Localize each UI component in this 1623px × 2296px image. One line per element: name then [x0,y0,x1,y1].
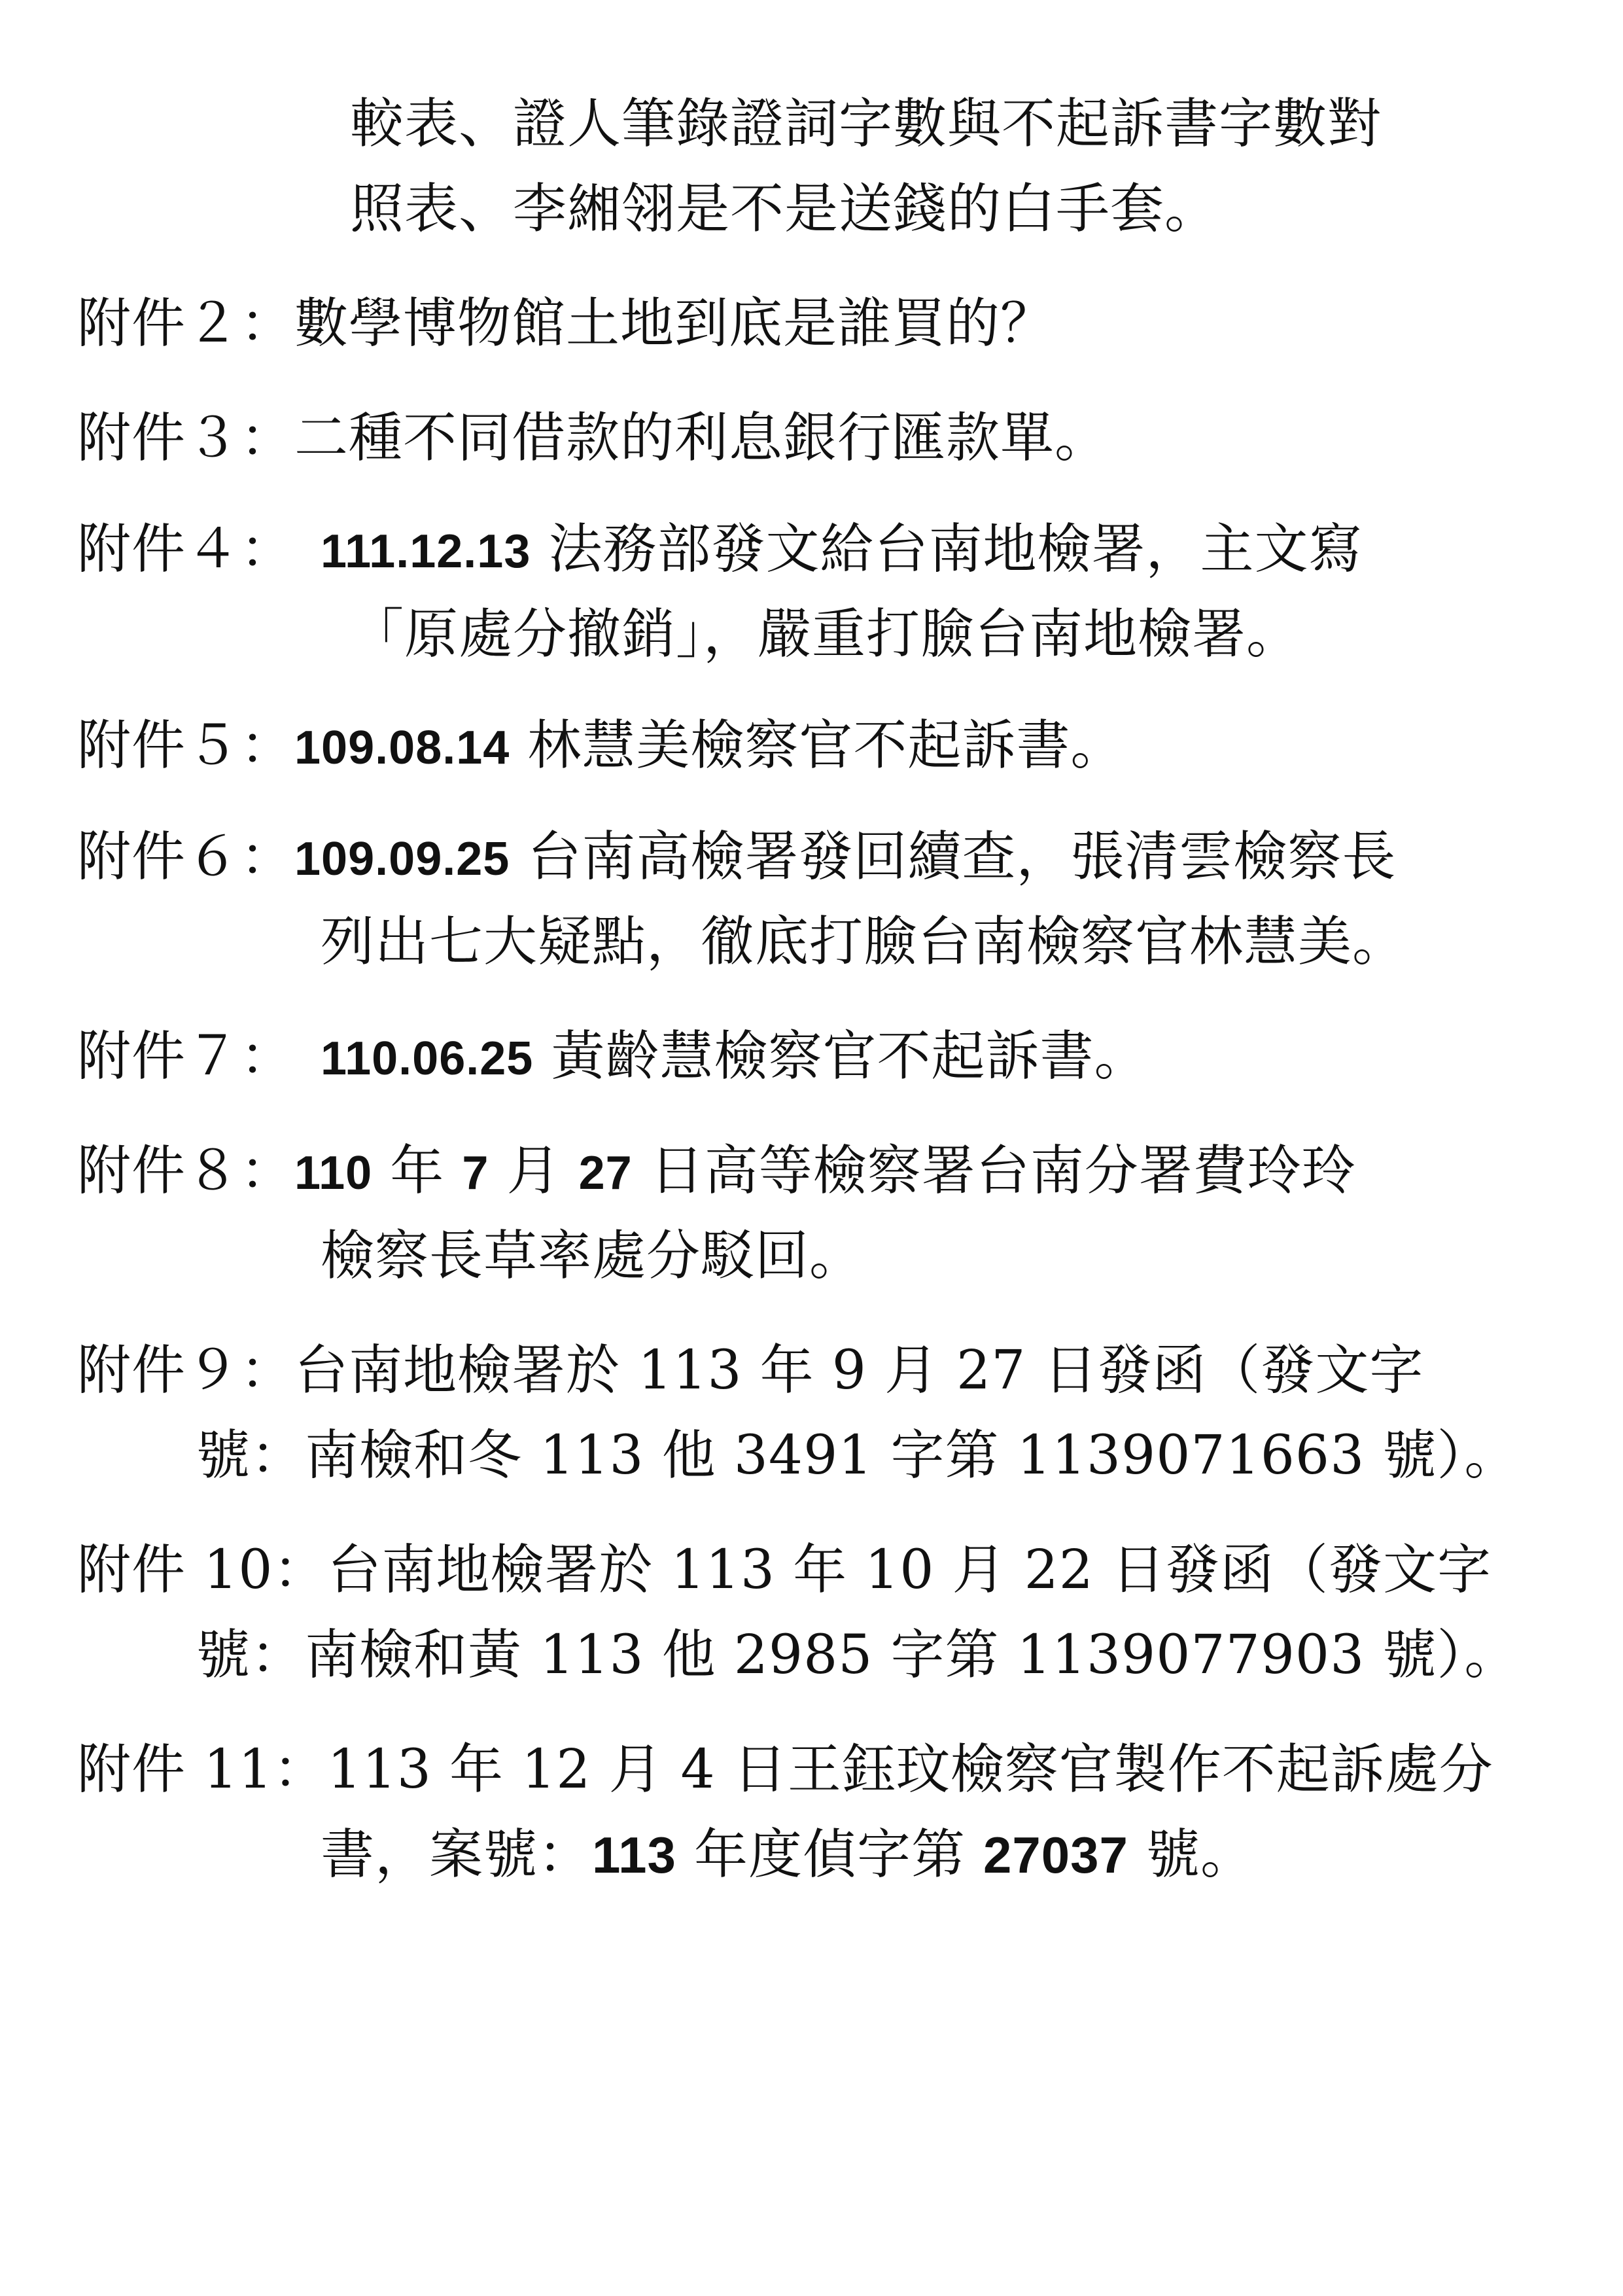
attachment-text: 台南地檢署於 113 年 9 月 27 日發函（發文字 [294,1339,1424,1402]
attachment-9-line-2 [196,1423,1518,1489]
attachment-sublabel: 號： [196,1624,305,1686]
attachment-sublabel: 號： [196,1424,305,1487]
intro-text-2: 照表、李緗翎是不是送錢的白手套。 [350,178,1219,240]
attachment-text-cont: 列出七大疑點，徹底打臉台南檢察官林慧美。 [321,911,1407,973]
attachment-year: 110 [294,1147,373,1199]
attachment-text: 台南地檢署於 113 年 10 月 22 日發函（發文字 [327,1539,1492,1601]
attachment-year-unit: 年 [390,1140,445,1202]
attachment-label: 附件８： [77,1140,295,1202]
attachment-text-cont: 檢察長草率處分駁回。 [321,1225,864,1287]
attachment-3 [77,406,1109,471]
case-year: 113 [592,1826,676,1884]
attachment-2 [77,291,1055,357]
attachment-4-line-2 [350,602,1300,667]
attachment-10 [77,1538,1492,1603]
attachment-6-line-2 [321,910,1406,975]
attachment-text: 數學博物館土地到底是誰買的？ [294,292,1055,355]
attachment-label: 附件６： [77,826,295,888]
attachment-label: 附件４： [77,518,295,580]
intro-text-1: 較表、證人筆錄證詞字數與不起訴書字數對 [350,93,1382,155]
attachment-text: 二種不同借款的利息銀行匯款單。 [294,407,1109,469]
attachment-text-cont-a: 書，案號： [321,1824,593,1886]
attachment-label: 附件２： [77,292,295,355]
attachment-date: 109.09.25 [294,833,510,885]
attachment-text: 台南高檢署發回續查，張清雲檢察長 [527,826,1397,888]
attachment-text-cont-c: 號。 [1146,1824,1255,1886]
attachment-date: 111.12.13 [321,525,531,578]
attachment-text: 法務部發文給台南地檢署，主文寫 [548,518,1363,580]
attachment-text: 林慧美檢察官不起訴書。 [527,715,1125,777]
attachment-7 [77,1024,1148,1091]
attachment-date: 110.06.25 [321,1033,534,1085]
attachment-11-line-2 [321,1822,1255,1888]
intro-line-2 [350,177,1219,242]
attachment-month: 7 [462,1147,489,1199]
attachment-11 [77,1737,1493,1803]
attachment-6 [77,824,1396,892]
attachment-text-cont: 南檢和黃 113 他 2985 字第 1139077903 號）。 [305,1624,1519,1686]
attachment-month-unit: 月 [506,1140,561,1202]
attachment-4 [77,517,1363,584]
attachment-8-line-2 [321,1224,864,1289]
attachment-9 [77,1338,1423,1404]
attachment-text-cont: 南檢和冬 113 他 3491 字第 1139071663 號）。 [305,1424,1519,1487]
attachment-date: 109.08.14 [294,722,510,774]
attachment-text: 113 年 12 月 4 日王鈺玟檢察官製作不起訴處分 [327,1739,1493,1801]
attachment-label: 附件 11： [77,1739,328,1801]
attachment-text: 黃齡慧檢察官不起訴書。 [551,1025,1149,1087]
attachment-label: 附件５： [77,715,295,777]
attachment-text-cont-b: 年度偵字第 [693,1824,966,1886]
attachment-text: 日高等檢察署台南分署費玲玲 [650,1140,1356,1202]
attachment-10-line-2 [196,1623,1518,1688]
attachment-label: 附件３： [77,407,295,469]
attachment-label: 附件７： [77,1025,295,1087]
attachment-label: 附件９： [77,1339,295,1402]
attachment-8 [77,1139,1356,1206]
attachment-day: 27 [578,1147,633,1199]
attachment-text-cont: 「原處分撤銷」，嚴重打臉台南地檢署。 [350,603,1301,665]
case-number: 27037 [983,1826,1128,1884]
intro-line-1 [350,92,1382,157]
attachment-5 [77,713,1125,781]
attachment-label: 附件 10： [77,1539,328,1601]
